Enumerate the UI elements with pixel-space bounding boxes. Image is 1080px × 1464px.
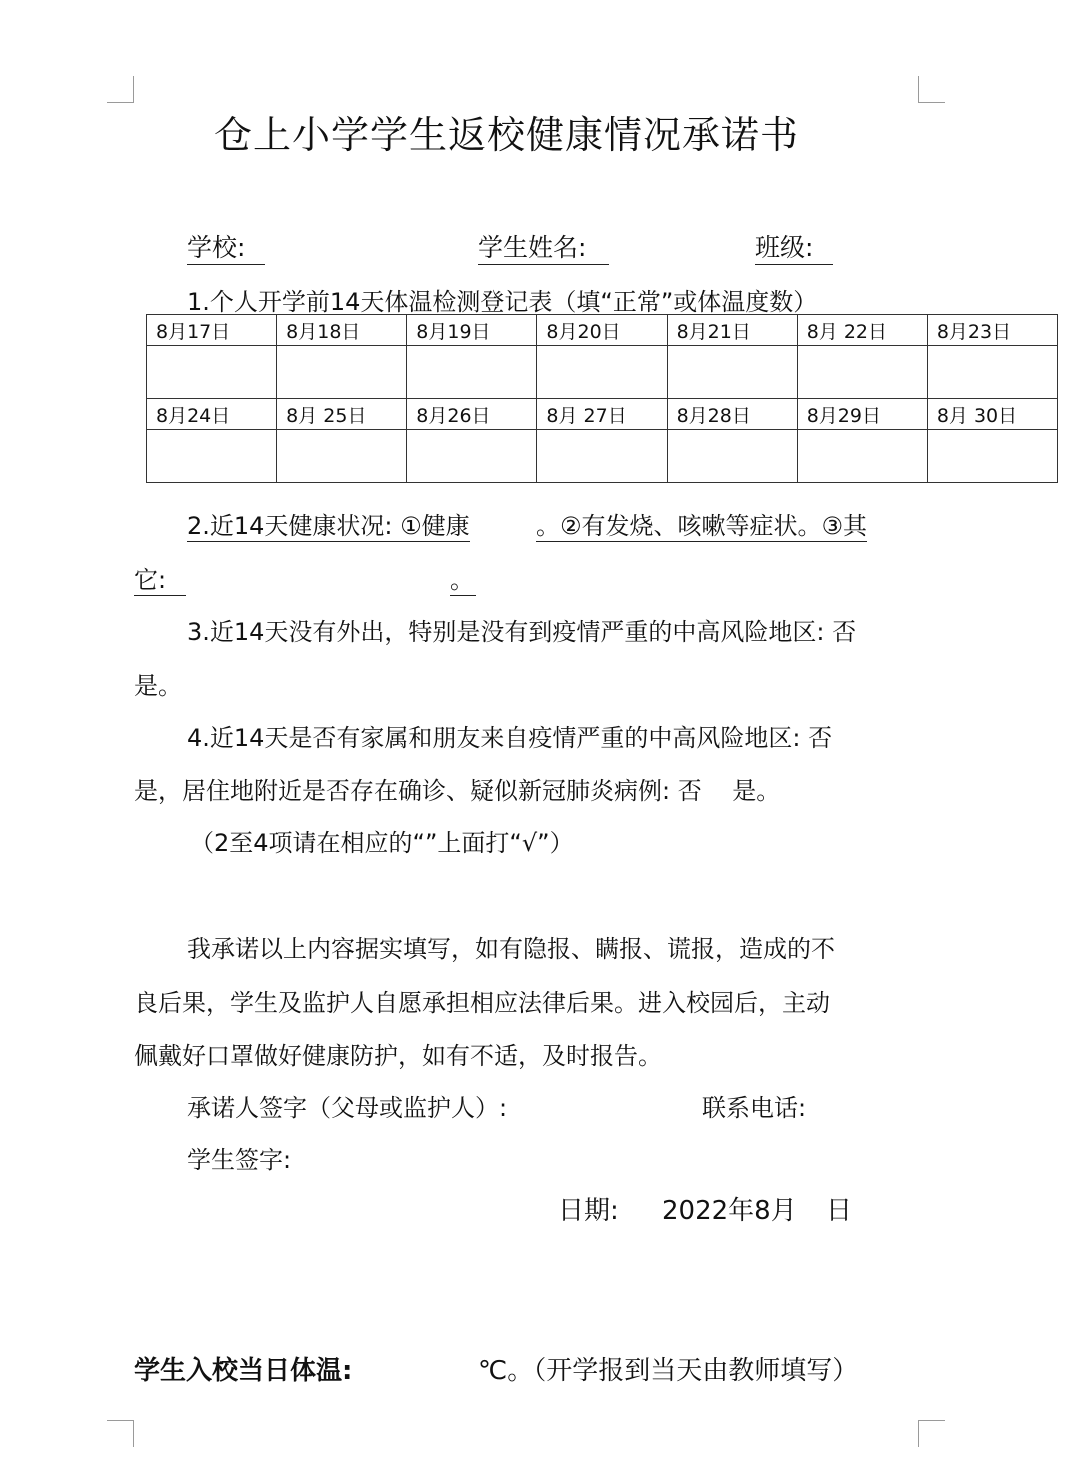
instruction-note: （2至4项请在相应的“”上面打“√”） (190, 829, 574, 857)
entry-temperature-label: 学生入校当日体温: (134, 1356, 353, 1386)
entry-temperature-unit: ℃。（开学报到当天由教师填写） (478, 1356, 859, 1386)
promise-line1: 我承诺以上内容据实填写，如有隐报、瞒报、谎报，造成的不 (187, 935, 835, 963)
date-cell: 8月24日 (147, 399, 277, 430)
promise-line2: 良后果，学生及监护人自愿承担相应法律后果。进入校园后，主动 (134, 989, 830, 1017)
temperature-entry-cell[interactable] (147, 430, 277, 483)
health-status-line1a: 2.近14天健康状况: ①健康 (187, 506, 470, 542)
student-name-field[interactable] (478, 228, 609, 265)
school-label: 学校: (187, 233, 246, 262)
temperature-entry-cell[interactable] (797, 346, 927, 399)
date-cell: 8月19日 (407, 315, 537, 346)
date-cell: 8月28日 (667, 399, 797, 430)
week1-date-row (147, 315, 1058, 346)
temperature-entry-cell[interactable] (927, 430, 1057, 483)
health-status-other-label: 它: (134, 560, 186, 596)
section3-line2: 是。 (134, 672, 182, 700)
crop-mark-top-left (107, 76, 134, 103)
date-cell: 8月 22日 (797, 315, 927, 346)
date-cell: 8月20日 (537, 315, 667, 346)
temperature-entry-cell[interactable] (277, 346, 407, 399)
school-field[interactable] (187, 228, 265, 265)
class-field[interactable] (755, 228, 833, 265)
student-name-label: 学生姓名: (478, 233, 587, 262)
date-cell: 8月26日 (407, 399, 537, 430)
section1-heading: 1.个人开学前14天体温检测登记表（填“正常”或体温度数） (187, 288, 818, 316)
temperature-entry-cell[interactable] (537, 430, 667, 483)
temperature-entry-cell[interactable] (407, 346, 537, 399)
health-status-other-end: 。 (450, 560, 476, 596)
temperature-entry-cell[interactable] (407, 430, 537, 483)
crop-mark-top-right (918, 76, 945, 103)
temperature-entry-cell[interactable] (667, 346, 797, 399)
student-signature-label: 学生签字: (187, 1146, 292, 1174)
phone-label: 联系电话: (702, 1094, 807, 1122)
temperature-entry-cell[interactable] (797, 430, 927, 483)
date-cell: 8月 25日 (277, 399, 407, 430)
date-cell: 8月21日 (667, 315, 797, 346)
temperature-entry-cell[interactable] (147, 346, 277, 399)
date-day: 日 (826, 1196, 853, 1226)
week2-date-row (147, 399, 1058, 430)
crop-mark-bottom-right (918, 1420, 945, 1447)
section4-line2: 是，居住地附近是否存在确诊、疑似新冠肺炎病例: 否 是。 (134, 777, 781, 805)
date-cell: 8月23日 (927, 315, 1057, 346)
temperature-table (146, 314, 1058, 483)
week2-entry-row (147, 430, 1058, 483)
crop-mark-bottom-left (107, 1420, 134, 1447)
temperature-entry-cell[interactable] (537, 346, 667, 399)
class-label: 班级: (755, 233, 814, 262)
health-status-line1b: 。②有发烧、咳嗽等症状。③其 (536, 506, 867, 542)
date-value: 2022年8月 (662, 1196, 797, 1226)
temperature-entry-cell[interactable] (277, 430, 407, 483)
date-cell: 8月17日 (147, 315, 277, 346)
page-title: 仓上小学学生返校健康情况承诺书 (214, 113, 800, 157)
date-cell: 8月29日 (797, 399, 927, 430)
week1-entry-row (147, 346, 1058, 399)
date-cell: 8月 27日 (537, 399, 667, 430)
section4-line1: 4.近14天是否有家属和朋友来自疫情严重的中高风险地区: 否 (187, 724, 833, 752)
date-cell: 8月18日 (277, 315, 407, 346)
guardian-signature-label: 承诺人签字（父母或监护人）: (187, 1094, 508, 1122)
section3-line1: 3.近14天没有外出，特别是没有到疫情严重的中高风险地区: 否 (187, 618, 857, 646)
promise-line3: 佩戴好口罩做好健康防护，如有不适，及时报告。 (134, 1042, 662, 1070)
temperature-entry-cell[interactable] (927, 346, 1057, 399)
date-label: 日期: (558, 1196, 619, 1226)
date-cell: 8月 30日 (927, 399, 1057, 430)
temperature-entry-cell[interactable] (667, 430, 797, 483)
